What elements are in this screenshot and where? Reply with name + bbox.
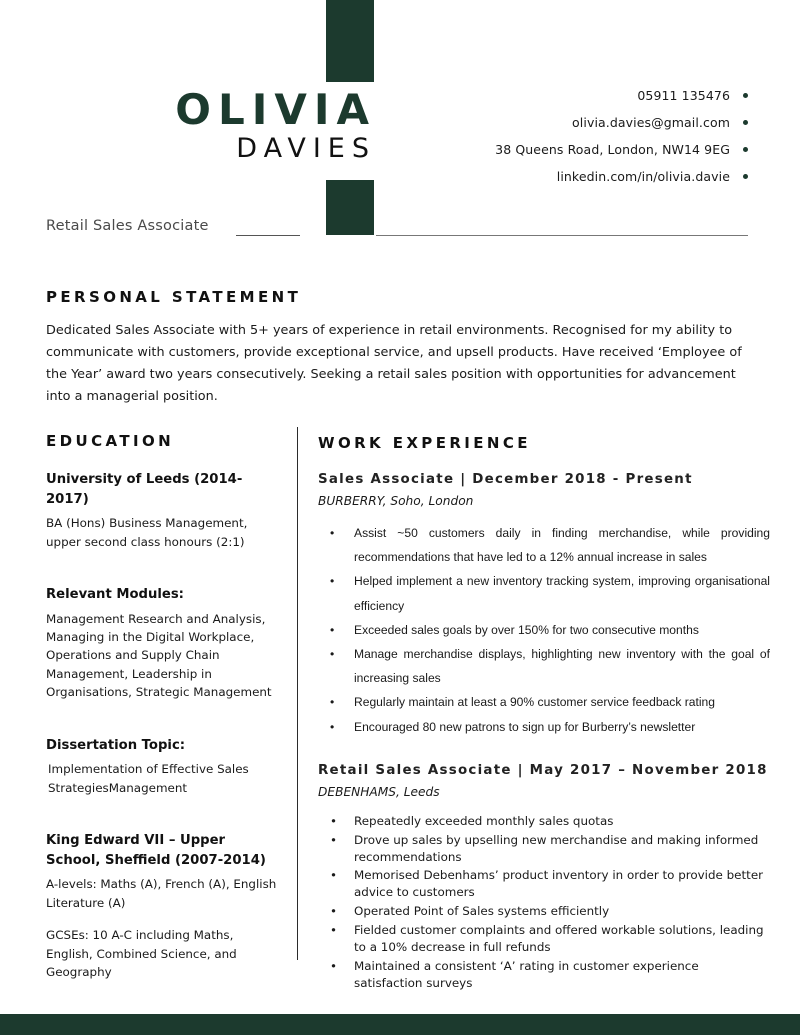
last-name: DAVIES [236,133,376,165]
job-bullet: • Fielded customer complaints and offered workable solutions, leading to a 10% decrease in full refunds [318,922,770,956]
education-entry-details: A-levels: Maths (A), French (A), English Literature (A) [46,877,277,910]
resume-header [0,0,800,245]
job-company: BURBERRY, Soho, London [318,494,474,508]
linkedin-dot-icon [743,174,748,179]
job-role-title: Sales Associate | December 2018 - Present [318,472,693,487]
education-entry-details: BA (Hons) Business Management, upper second class honours (2:1) [46,516,248,549]
contact-address-text: 38 Queens Road, London, NW14 9EG [495,142,730,157]
education-section [46,432,278,982]
divider-short [236,235,300,236]
address-dot-icon [743,147,748,152]
job-bullet: • Exceeded sales goals by over 150% for two consecutive months [318,618,770,642]
accent-block-top [326,0,374,82]
job-bullet: • Manage merchandise displays, highlighting new inventory with the goal of increasing sales [318,642,770,690]
education-entry-title: University of Leeds (2014-2017) [46,472,243,507]
education-entry-details: Management Research and Analysis, Managing in the Digital Workplace, Operations and Supply Chain Management, Leadership in Organisations, Strategic Management [46,611,272,700]
personal-statement-section [46,288,752,408]
job-bullet: • Drove up sales by upselling new merchandise and making informed recommendations [318,832,770,866]
job-entry [318,472,770,739]
contact-list [368,84,748,192]
job-bullet-list [318,813,770,992]
job-bullet: • Repeatedly exceeded monthly sales quotas [318,813,770,830]
contact-item-linkedin[interactable] [368,165,748,188]
job-entry [318,763,770,992]
contact-email-text: olivia.davies@gmail.com [572,115,730,130]
education-entry-title: Dissertation Topic: [46,737,186,753]
education-entry [46,831,278,981]
contact-item-address [368,138,748,161]
first-name: OLIVIA [175,85,376,134]
education-entry-details: Implementation of Effective Sales StrategiesManagement [48,762,249,795]
column-divider [297,427,298,960]
job-bullet: • Encouraged 80 new patrons to sign up for Burberry’s newsletter [318,715,770,739]
job-bullet: • Regularly maintain at least a 90% customer service feedback rating [318,690,770,714]
personal-statement-body: Dedicated Sales Associate with 5+ years of experience in retail environments. Recognised for my ability to communicate with customers, provide exceptional service, and upsell products. Have received ‘Employee of the Year’ award two years consecutively. Seeking a retail sales position with opportunities for advancement into a managerial position. [46,323,742,404]
education-entry-title: King Edward VII – Upper School, Sheffield (2007-2014) [46,833,266,868]
contact-item-email[interactable] [368,111,748,134]
education-entry [46,585,278,702]
job-bullet: • Maintained a consistent ‘A’ rating in customer experience satisfaction surveys [318,958,770,992]
job-bullet: • Operated Point of Sales systems efficiently [318,903,770,920]
job-bullet: • Assist ~50 customers daily in finding merchandise, while providing recommendations that have led to a 12% annual increase in sales [318,521,770,569]
divider-long [376,235,748,236]
phone-dot-icon [743,93,748,98]
contact-phone-text: 05911 135476 [637,88,730,103]
job-company: DEBENHAMS, Leeds [318,784,440,799]
email-dot-icon [743,120,748,125]
headline-job-title: Retail Sales Associate [46,218,209,234]
work-experience-section [318,434,770,994]
header-title-row [0,218,800,248]
job-role-title: Retail Sales Associate | May 2017 – November 2018 [318,762,768,778]
contact-linkedin-text: linkedin.com/in/olivia.davie [556,169,730,184]
candidate-name [0,85,382,166]
job-bullet: • Helped implement a new inventory tracking system, improving organisational efficiency [318,569,770,617]
education-entry [46,470,278,551]
contact-item-phone[interactable] [368,84,748,107]
footer-accent-bar [0,1014,800,1035]
job-bullet: • Memorised Debenhams’ product inventory in order to provide better advice to customers [318,867,770,901]
education-entry-details-secondary: GCSEs: 10 A-C including Maths, English, Combined Science, and Geography [46,928,237,980]
work-experience-heading: WORK EXPERIENCE [318,434,531,452]
education-heading: EDUCATION [46,432,175,450]
education-entry [46,736,278,797]
job-bullet-list [318,521,770,739]
education-entry-title: Relevant Modules: [46,586,184,602]
personal-statement-heading: PERSONAL STATEMENT [46,288,302,306]
